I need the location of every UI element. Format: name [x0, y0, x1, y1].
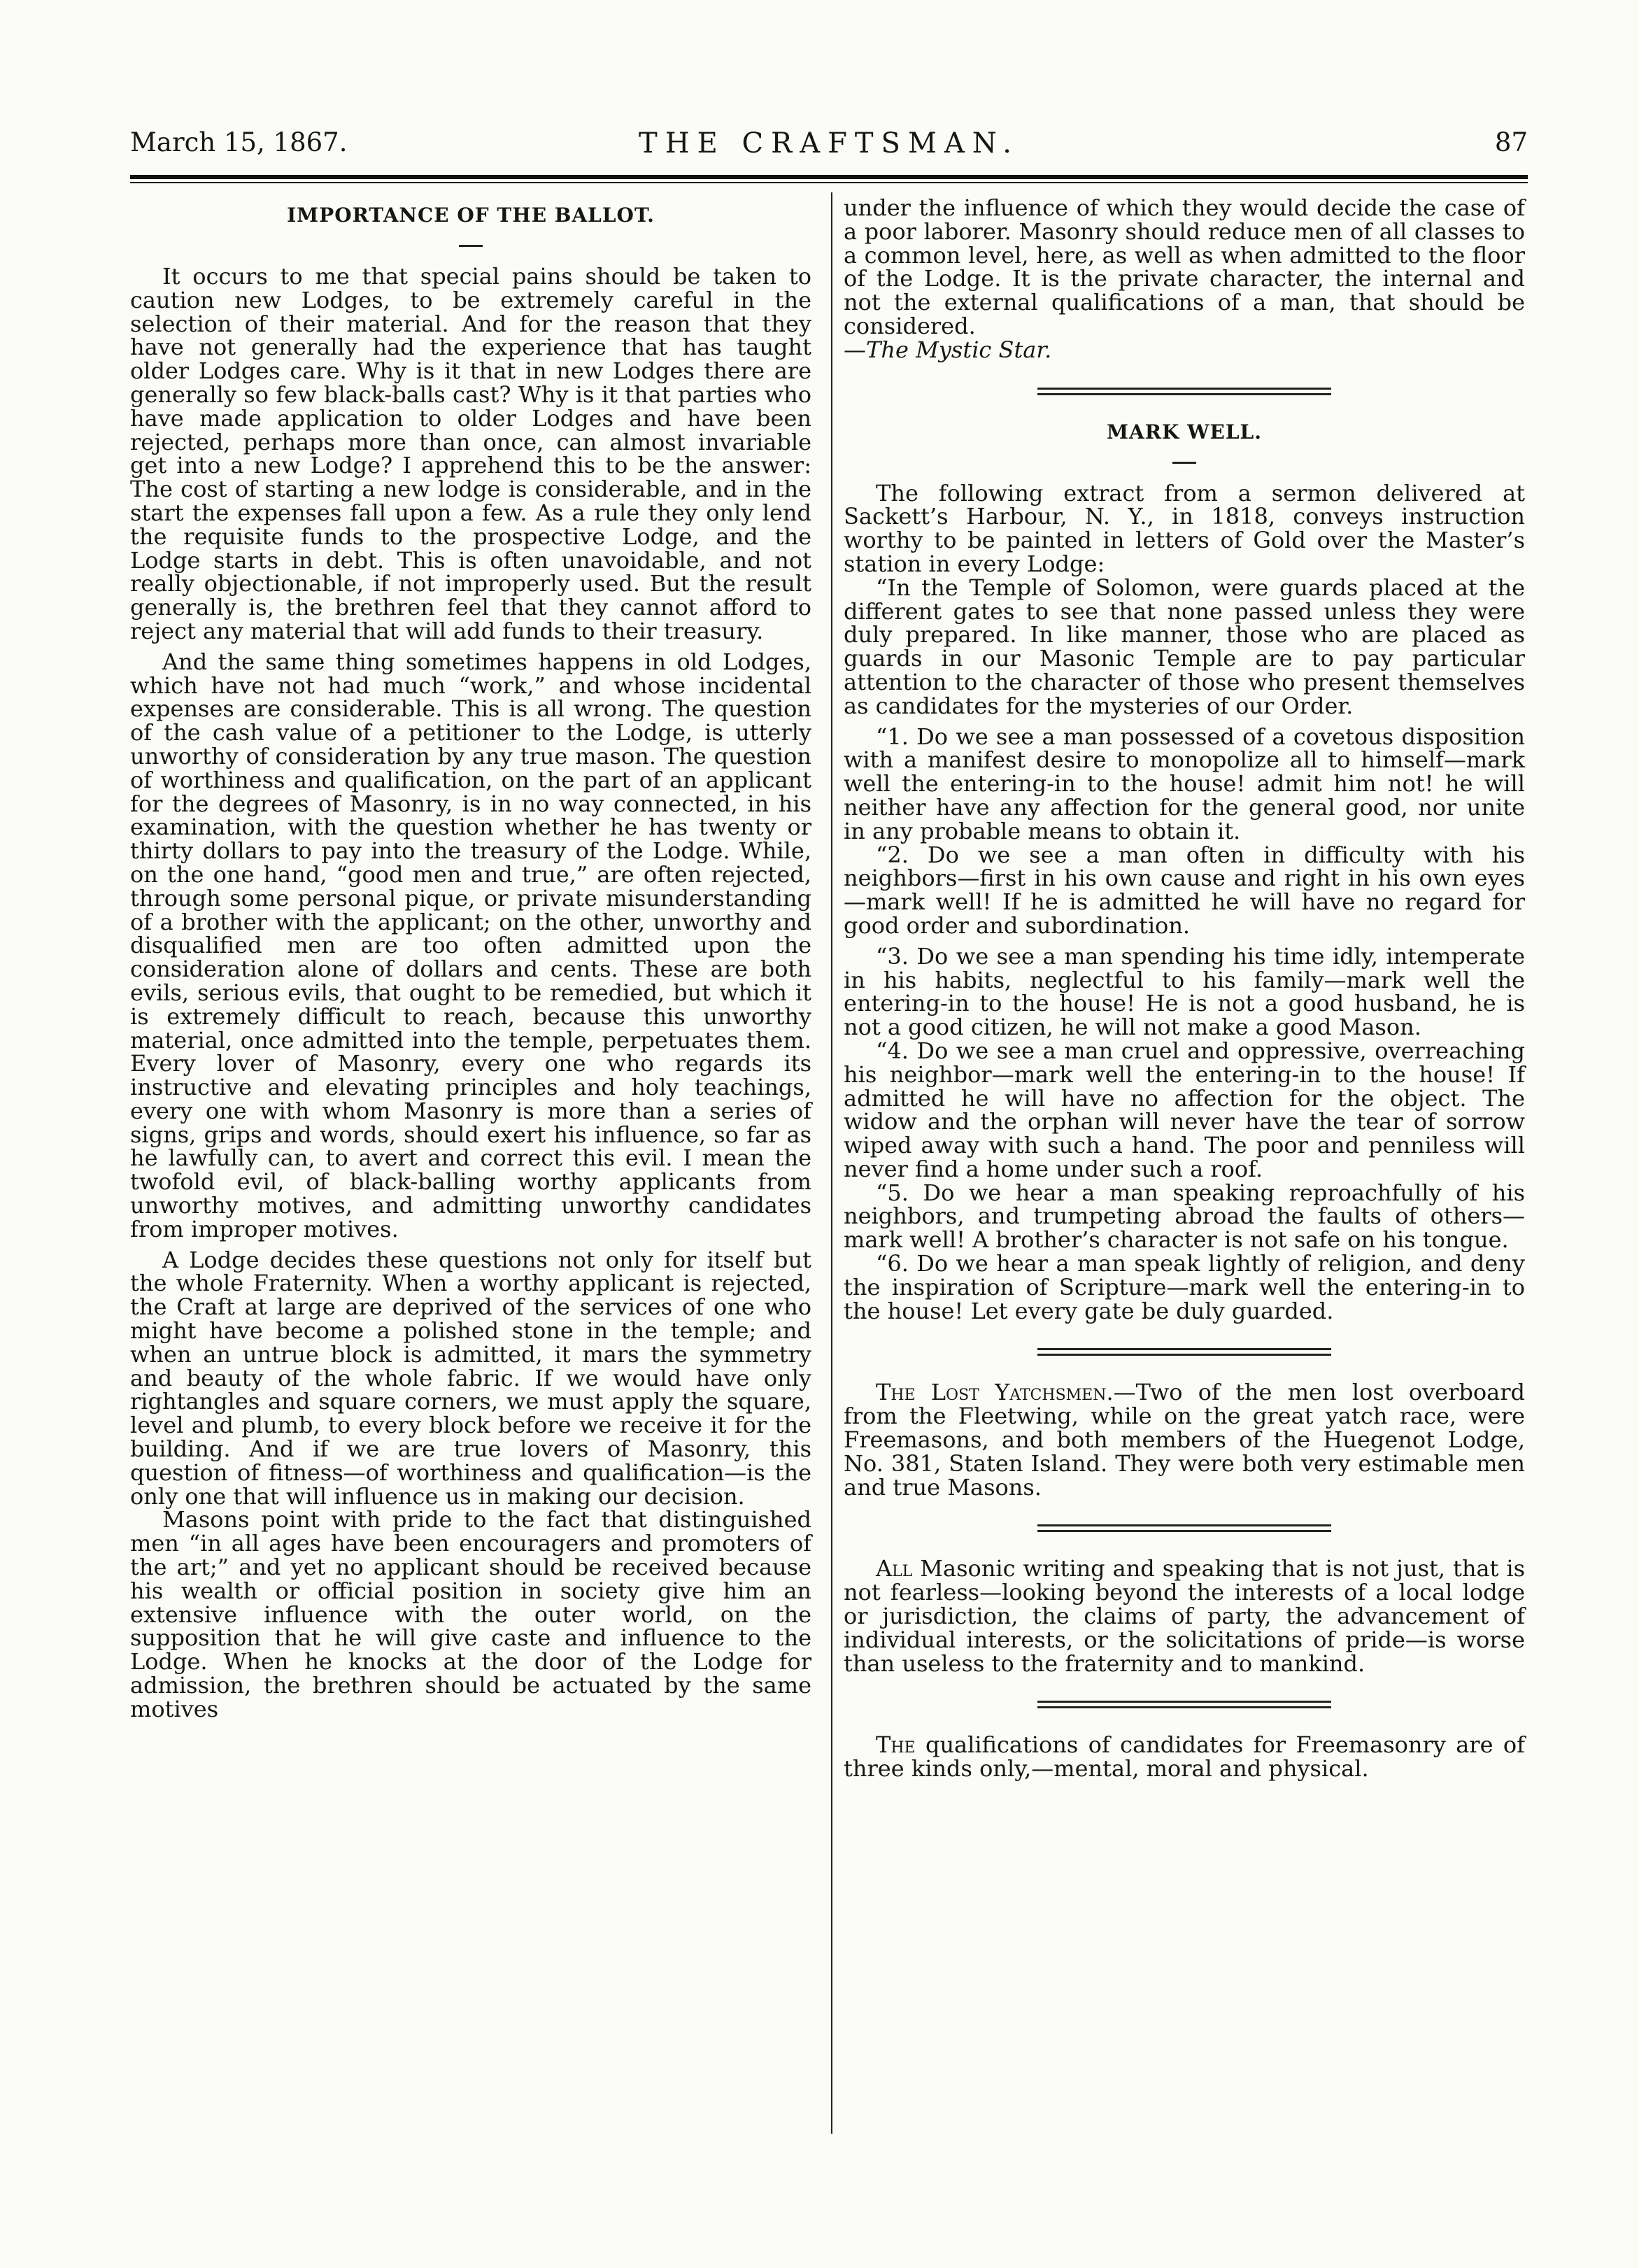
- issue-date: March 15, 1867.: [130, 127, 348, 157]
- continued-paragraph: under the influence of which they would decide the case of a poor laborer. Masonry should reduce men of all classes to a common level, here, as well as when admitted to the floor of the Lodge. It is the private character, the internal and not the external qualifications of a man, that should be considered.: [844, 194, 1525, 339]
- left-column: [130, 199, 811, 1722]
- news-item-lead: The Lost Yatchsmen.: [876, 1379, 1114, 1406]
- news-item-text: qualifications of candidates for Freemasonry are of three kinds only,—mental, moral and physical.: [844, 1731, 1525, 1782]
- news-item-lost-yatchsmen: [844, 1381, 1525, 1499]
- quote-paragraph: “In the Temple of Solomon, were guards placed at the different gates to see that none passed unless they were duly prepared. In like manner, those who are placed as guards in our Masonic Temple are to pay particular attention to the character of those who present themselves as candidates for the mysteries of our Order.: [844, 574, 1525, 719]
- quote-point: “6. Do we hear a man speak lightly of religion, and deny the inspiration of Scripture—mark well the entering-in to the house! Let every gate be duly guarded.: [844, 1250, 1525, 1324]
- section-separator: [1037, 1348, 1331, 1356]
- article-paragraph: The following extract from a sermon delivered at Sackett’s Harbour, N. Y., in 1818, conveys instruction worthy to be painted in letters of Gold over the Master’s station in every Lodge:: [844, 479, 1525, 577]
- column-divider: [831, 192, 832, 2134]
- news-item-text: Masonic writing and speaking that is not just, that is not fearless—looking beyond the interests of a local lodge or jurisdiction, the claims of party, the advancement of individual interests, or the solicitations of pride—is worse than useless to the fraternity and to mankind.: [844, 1555, 1525, 1677]
- news-item-lead: The: [876, 1731, 916, 1759]
- quote-point: “2. Do we see a man often in difficulty with his neighbors—first in his own cause and right in his own eyes—mark well! If he is admitted he will have no regard for good order and subordination.: [844, 841, 1525, 939]
- section-separator: [1037, 1524, 1331, 1532]
- quote-point: “5. Do we hear a man speaking reproachfully of his neighbors, and trumpeting abroad the faults of others—mark well! A brother’s character is not safe on his tongue.: [844, 1179, 1525, 1254]
- section-separator: [1037, 1701, 1331, 1708]
- news-item-text: —Two of the men lost overboard from the Fleetwing, while on the great yatch race, were Freemasons, and both members of the Huegenot Lodge, No. 381, Staten Island. They were both very estimable men and true Masons.: [844, 1379, 1526, 1501]
- title-dash: [1172, 462, 1196, 464]
- article-paragraph: And the same thing sometimes happens in old Lodges, which have not had much “work,” and whose incidental expenses are considerable. This is all wrong. The question of the cash value of a petitioner to the Lodge, is utterly unworthy of consideration by any true mason. The question of worthiness and qualification, on the part of an applicant for the degrees of Masonry, is in no way connected, in his examination, with the question whether he has twenty or thirty dollars to pay into the treasury of the Lodge. While, on the one hand, “good men and true,” are often rejected, through some personal pique, or private misunderstanding of a brother with the applicant; on the other, unworthy and disqualified men are too often admitted upon the consideration alone of dollars and cents. These are both evils, serious evils, that ought to be remedied, but which it is extremely difficult to reach, because this unworthy material, once admitted into the temple, perpetuates them. Every lover of Masonry, every one who regards its instructive and elevating principles and holy teachings, every one with whom Masonry is more than a series of signs, grips and words, should exert his influence, so far as he lawfully can, to avert and correct this evil. I mean the twofold evil, of black-balling worthy applicants from unworthy motives, and admitting unworthy candidates from improper motives.: [130, 648, 811, 1242]
- quote-point: “4. Do we see a man cruel and oppressive, overreaching his neighbor—mark well the entering-in to the house! If admitted he will have no affection for the object. The widow and the orphan will never have the tear of sorrow wiped away with such a hand. The poor and penniless will never find a home under such a roof.: [844, 1037, 1525, 1182]
- news-item-qualifications: [844, 1731, 1525, 1782]
- article-title-importance-of-ballot: IMPORTANCE OF THE BALLOT.: [287, 204, 655, 227]
- article-paragraph: Masons point with pride to the fact that distinguished men “in all ages have been encouragers and promoters of the art;” and yet no applicant should be received because his wealth or official position in society give him an extensive influence with the outer world, on the supposition that he will give caste and influence to the Lodge. When he knocks at the door of the Lodge for admission, the brethren should be actuated by the same motives: [130, 1506, 811, 1722]
- news-item-lead: All: [876, 1555, 913, 1582]
- right-column: [844, 194, 1526, 1782]
- quote-point: “3. Do we see a man spending his time idly, intemperate in his habits, neglectful to his family—mark well the entering-in to the house! He is not a good husband, he is not a good citizen, he will not make a good Mason.: [844, 942, 1525, 1041]
- news-item-masonic-writing: [844, 1557, 1525, 1675]
- article-paragraph: A Lodge decides these questions not only for itself but the whole Fraternity. When a worthy applicant is rejected, the Craft at large are deprived of the services of one who might have become a polished stone in the temple; and when an untrue block is admitted, it mars the symmetry and beauty of the whole fabric. If we would have only rightangles and square corners, we must apply the square, level and plumb, to every block before we receive it for the building. And if we are true lovers of Masonry, this question of fitness—of worthiness and qualification—is the only one that will influence us in making our decision.: [130, 1246, 811, 1510]
- header-rule: [130, 175, 1528, 183]
- page-header: [130, 127, 1528, 169]
- article-title-mark-well: MARK WELL.: [1107, 420, 1262, 444]
- section-separator: [1037, 388, 1331, 395]
- article-source: —The Mystic Star.: [844, 336, 1052, 363]
- title-dash: [459, 245, 483, 247]
- quote-point: “1. Do we see a man possessed of a covetous disposition with a manifest desire to monopolize all to himself—mark well the entering-in to the house! admit him not! he will neither have any affection for the general good, nor unite in any probable means to obtain it.: [844, 723, 1525, 844]
- page-number: 87: [1494, 127, 1528, 157]
- article-paragraph: It occurs to me that special pains should be taken to caution new Lodges, to be extremely careful in the selection of their material. And for the reason that they have not generally had the experience that has taught older Lodges care. Why is it that in new Lodges there are generally so few black-balls cast? Why is it that parties who have made application to older Lodges and have been rejected, perhaps more than once, can almost invariable get into a new Lodge? I apprehend this to be the answer: The cost of starting a new lodge is considerable, and in the start the expenses fall upon a few. As a rule they only lend the requisite funds to the prospective Lodge, and the Lodge starts in debt. This is often unavoidable, and not really objectionable, if not improperly used. But the result generally is, the brethren feel that they cannot afford to reject any material that will add funds to their treasury.: [130, 263, 811, 644]
- publication-title: THE CRAFTSMAN.: [639, 127, 1019, 160]
